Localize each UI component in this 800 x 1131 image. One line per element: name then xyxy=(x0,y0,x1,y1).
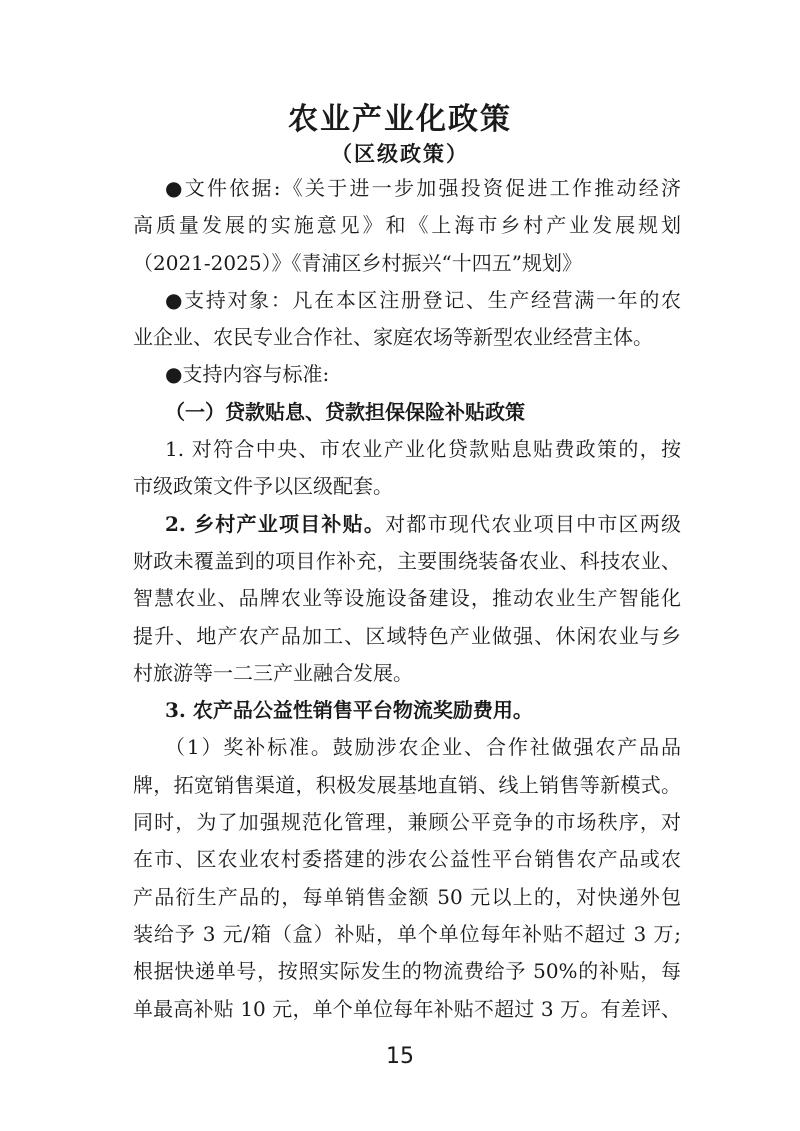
text-line xyxy=(133,804,681,841)
line-text: 同时，为了加强规范化管理，兼顾公平竞争的市场秩序，对 xyxy=(133,810,681,835)
line-text: 对都市现代农业项目中市区两级 xyxy=(385,511,681,536)
text-line xyxy=(133,170,681,207)
line-text: 单最高补贴 10 元，单个单位每年补贴不超过 3 万。有差评、 xyxy=(133,996,681,1021)
text-line xyxy=(133,580,681,617)
line-text: 市级政策文件予以区级配套。 xyxy=(133,474,393,499)
line-text: 提升、地产农产品加工、区域特色产业做强、休闲农业与乡 xyxy=(133,623,681,648)
line-text: ●支持对象：凡在本区注册登记、生产经营满一年的农 xyxy=(165,287,681,312)
text-line xyxy=(133,356,681,393)
text-line xyxy=(133,506,681,543)
bold-heading: 2. 乡村产业项目补贴。 xyxy=(165,511,386,536)
text-line xyxy=(133,245,681,282)
text-line xyxy=(133,767,681,804)
text-line xyxy=(133,655,681,692)
line-text: 1. 对符合中央、市农业产业化贷款贴息贴费政策的，按 xyxy=(165,437,681,462)
line-text: 财政未覆盖到的项目作补充，主要围绕装备农业、科技农业、 xyxy=(133,548,681,573)
text-line xyxy=(133,319,681,356)
text-line xyxy=(133,879,681,916)
line-text: 高质量发展的实施意见》和《上海市乡村产业发展规划 xyxy=(133,213,681,238)
text-line xyxy=(133,692,681,729)
line-text: 3. 农产品公益性销售平台物流奖励费用。 xyxy=(165,698,533,723)
line-text: 村旅游等一二三产业融合发展。 xyxy=(133,660,413,685)
line-text: （一）贷款贴息、贷款担保保险补贴政策 xyxy=(165,399,525,424)
line-text: 产品衍生产品的，每单销售金额 50 元以上的，对快递外包 xyxy=(133,884,681,909)
text-line xyxy=(133,207,681,244)
text-line xyxy=(133,431,681,468)
text-line xyxy=(133,953,681,990)
line-text: （1）奖补标准。鼓励涉农企业、合作社做强农产品品 xyxy=(165,735,681,760)
text-line xyxy=(133,394,681,431)
text-line xyxy=(133,916,681,953)
text-line xyxy=(133,618,681,655)
line-text: ●文件依据:《关于进一步加强投资促进工作推动经济 xyxy=(165,176,681,200)
document-body xyxy=(133,170,681,1028)
line-text: 装给予 3 元/箱（盒）补贴，单个单位每年补贴不超过 3 万; xyxy=(133,921,681,946)
text-line xyxy=(133,841,681,878)
line-text: 根据快递单号，按照实际发生的物流费给予 50%的补贴，每 xyxy=(133,959,681,984)
text-line xyxy=(133,543,681,580)
line-text: ●支持内容与标准: xyxy=(165,362,330,387)
line-text: 业企业、农民专业合作社、家庭农场等新型农业经营主体。 xyxy=(133,325,653,350)
line-text: （2021-2025）》《青浦区乡村振兴“十四五”规划》 xyxy=(133,250,583,275)
line-text: 牌，拓宽销售渠道，积极发展基地直销、线上销售等新模式。 xyxy=(133,772,681,797)
text-line xyxy=(133,282,681,319)
page-subtitle: （区级政策） xyxy=(331,141,469,166)
text-line xyxy=(133,468,681,505)
line-text: 智慧农业、品牌农业等设施设备建设，推动农业生产智能化 xyxy=(133,586,681,611)
page-number: 15 xyxy=(386,1044,414,1069)
text-line xyxy=(133,991,681,1028)
text-line xyxy=(133,729,681,766)
page-title: 农业产业化政策 xyxy=(288,102,512,137)
line-text: 在市、区农业农村委搭建的涉农公益性平台销售农产品或农 xyxy=(133,847,681,872)
